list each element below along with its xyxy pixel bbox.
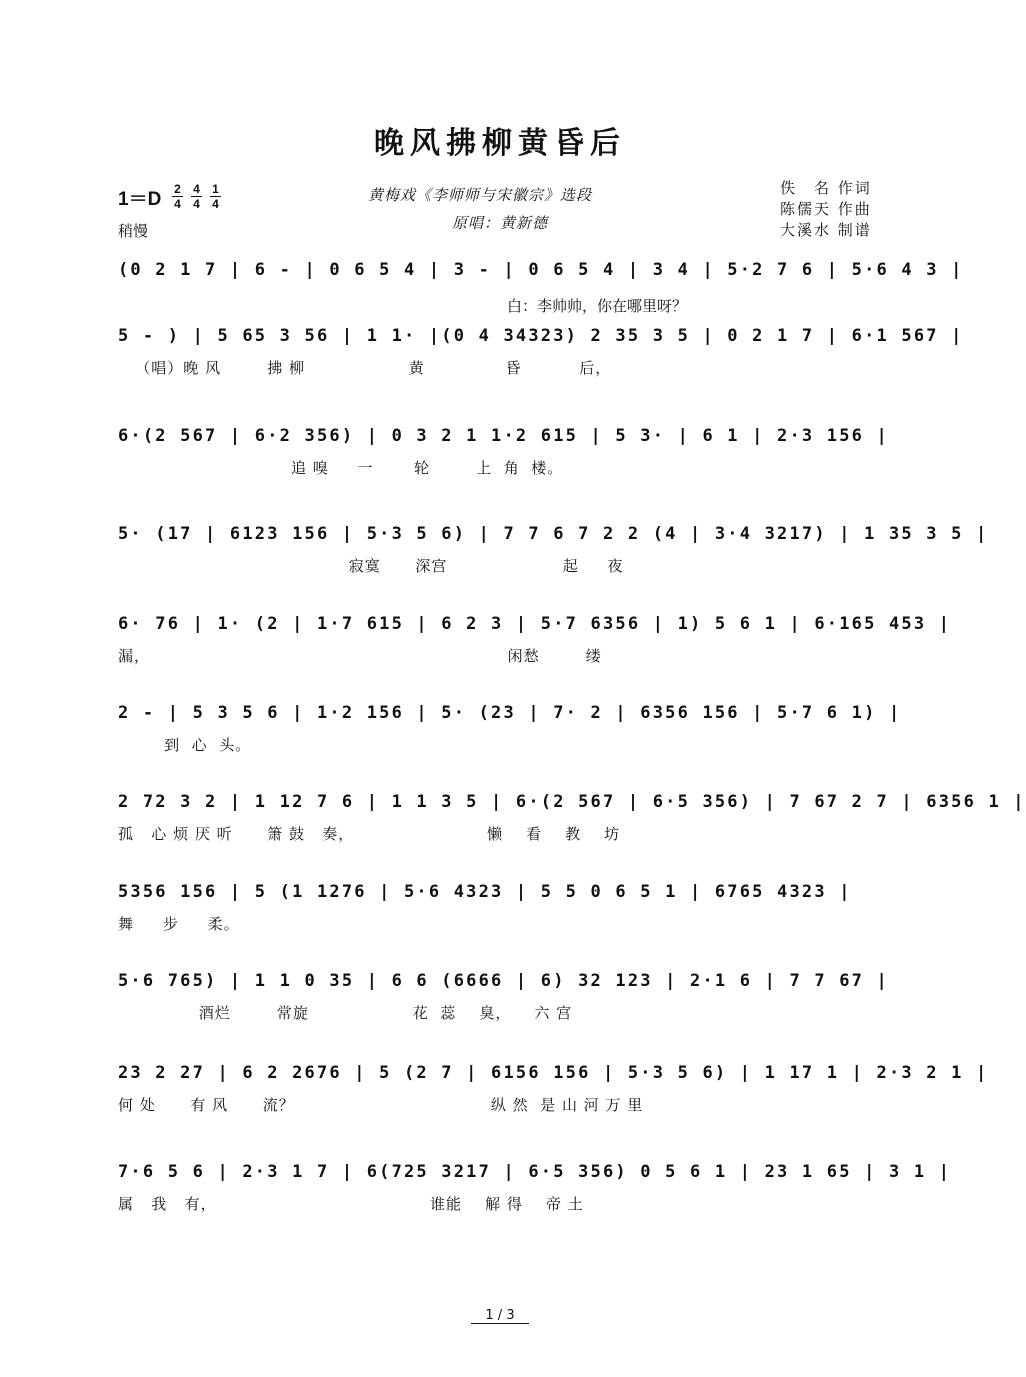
meter-denominator: 4 [193, 197, 200, 211]
notation: 5· (17 | 6123 156 | 5·3 5 6) | 7 7 6 7 2 2 (4 | 3·4 3217) | 1 35 3 5 | [118, 524, 989, 544]
notation: 2 72 3 2 | 1 12 7 6 | 1 1 3 5 | 6·(2 567 | 6·5 356) | 7 67 2 7 | 6356 1 | [118, 792, 1026, 812]
lyrics: 寂寞 深宫 起 夜 [118, 557, 624, 575]
credit-transcriber: 大溪水 制谱 [780, 221, 872, 239]
key-signature: 1＝D [118, 189, 162, 210]
score-line-2 [118, 324, 964, 384]
score-line-1 [118, 258, 964, 318]
page-number-text: 1 / 3 [471, 1308, 528, 1324]
meter-numerator: 2 [174, 182, 181, 196]
score-line-4 [118, 522, 989, 582]
score-line-5 [118, 612, 952, 672]
meter-numerator: 4 [193, 182, 200, 196]
notation: 7·6 5 6 | 2·3 1 7 | 6(725 3217 | 6·5 356) 0 5 6 1 | 23 1 65 | 3 1 | [118, 1162, 952, 1182]
notation: 23 2 27 | 6 2 2676 | 5 (2 7 | 6156 156 | 5·3 5 6) | 1 17 1 | 2·3 2 1 | [118, 1063, 989, 1083]
score-line-9 [118, 969, 888, 1029]
score-line-3 [118, 424, 888, 484]
notation: 5·6 765) | 1 1 0 35 | 6 6 (6666 | 6) 32 123 | 2·1 6 | 7 7 67 | [118, 971, 889, 991]
score-line-11 [118, 1160, 952, 1220]
notation: 6· 76 | 1· (2 | 1·7 615 | 6 2 3 | 5·7 6356 | 1) 5 6 1 | 6·165 453 | [118, 614, 952, 634]
time-signature [191, 183, 202, 210]
meter-numerator: 1 [212, 182, 219, 196]
lyrics: 何 处 有 风 流？ 纵 然 是 山 河 万 里 [118, 1096, 644, 1114]
notation: 5356 156 | 5 (1 1276 | 5·6 4323 | 5 5 0 6 5 1 | 6765 4323 | [118, 882, 852, 902]
lyrics: 到 心 头。 [118, 736, 252, 754]
score-line-7 [118, 790, 1026, 850]
meter-denominator: 4 [212, 197, 219, 211]
singer-note: 原唱：黄新德 [452, 214, 549, 232]
notation: 2 - | 5 3 5 6 | 1·2 156 | 5· (23 | 7· 2 | 6356 156 | 5·7 6 1) | [118, 703, 902, 723]
lyrics: 舞 步 柔。 [118, 915, 240, 933]
lyrics: 酒烂 常旋 花 蕊 臭， 六 宫 [118, 1004, 573, 1022]
time-signature [172, 183, 183, 210]
meter-denominator: 4 [174, 197, 181, 211]
lyrics: 属 我 有， 谁能 解 得 帝 土 [118, 1195, 584, 1213]
lyrics: 追 嗅 一 轮 上 角 楼。 [118, 459, 564, 477]
notation: 6·(2 567 | 6·2 356) | 0 3 2 1 1·2 615 | 5 3· | 6 1 | 2·3 156 | [118, 426, 889, 446]
score-line-8 [118, 880, 888, 940]
score-line-10 [118, 1061, 989, 1121]
score-line-6 [118, 701, 902, 761]
notation: 5 - ) | 5 65 3 56 | 1 1· |(0 4 34323) 2 35 3 5 | 0 2 1 7 | 6·1 567 | [118, 326, 964, 346]
lyrics: 孤 心 烦 厌 听 箫 鼓 奏， 懒 看 教 坊 [118, 825, 621, 843]
page-title: 晚风拂柳黄昏后 [374, 126, 626, 161]
lyrics: 漏， 闲愁 缕 [118, 647, 602, 665]
credits [780, 178, 872, 241]
spoken-line: 白：李帅帅，你在哪里呀？ [507, 297, 688, 315]
lyrics: （唱）晚 风 拂 柳 黄 昏 后， [118, 359, 612, 377]
tempo-marking: 稍慢 [118, 222, 149, 240]
time-signatures [172, 183, 221, 210]
page-number [0, 1308, 1000, 1323]
source-note: 黄梅戏《李师师与宋徽宗》选段 [368, 186, 593, 204]
time-signature [210, 183, 221, 210]
credit-composer: 陈儒天 作曲 [780, 200, 872, 218]
credit-lyricist: 佚 名 作词 [780, 179, 872, 197]
notation: (0 2 1 7 | 6 - | 0 6 5 4 | 3 - | 0 6 5 4 | 3 4 | 5·2 7 6 | 5·6 4 3 | [118, 260, 964, 280]
